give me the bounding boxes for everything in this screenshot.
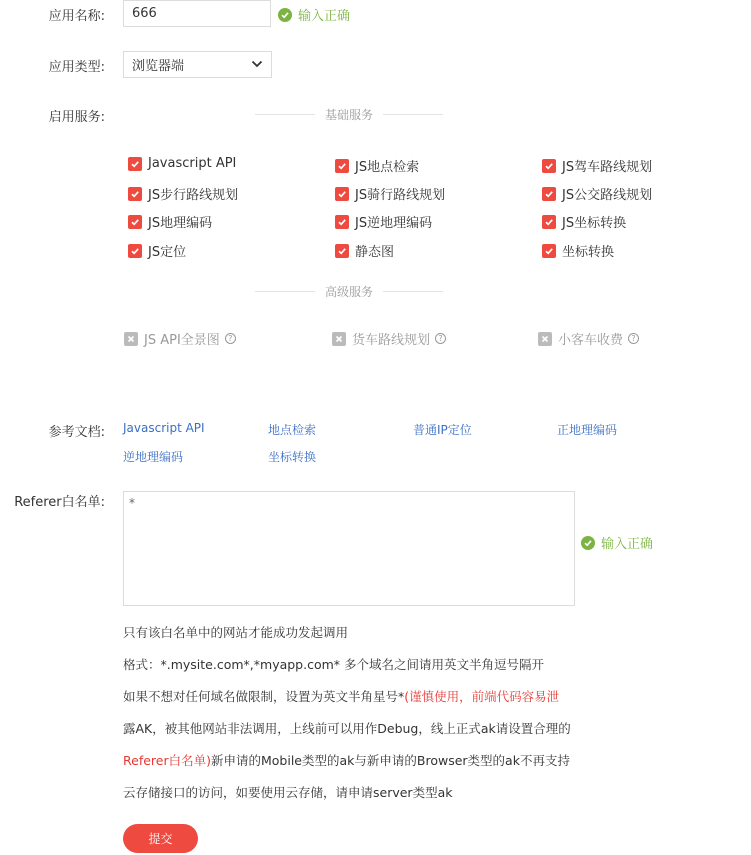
service-checkbox-javascript-api[interactable] [128,156,236,171]
service-checkbox-js-reverse-geocoding[interactable] [335,212,432,231]
note-warning-text: Referer白名单) [123,753,211,768]
service-checkbox-js-place-search[interactable] [335,156,419,175]
referer-format-note: 格式：*.mysite.com*,*myapp.com* 多个域名之间请用英文半角逗号隔开 [123,657,545,672]
help-circle-icon[interactable]: ? [628,333,639,344]
service-checkbox-js-coord-convert[interactable] [542,212,626,231]
checkbox-checked-icon [335,215,349,229]
referer-note-line3: 露AK，被其他网站非法调用，上线前可以用作Debug，线上正式ak请设置合理的 [123,721,571,736]
checkbox-checked-icon [542,187,556,201]
doc-link-geocoding[interactable]: 正地理编码 [557,423,618,437]
service-label: Javascript API [148,156,237,171]
checkbox-disabled-icon [124,332,138,346]
app-name-input[interactable]: 666 [123,0,271,27]
app-name-status [278,5,350,24]
service-checkbox-coord-convert[interactable] [542,241,614,260]
service-checkbox-js-riding-route[interactable] [335,184,445,203]
checkbox-checked-icon [335,159,349,173]
service-label: JS驾车路线规划 [562,160,653,175]
checkbox-checked-icon [128,215,142,229]
referer-textarea[interactable]: * [123,491,575,606]
advanced-checkbox-js-panorama [124,329,236,348]
app-type-select[interactable] [123,51,272,78]
referer-status [581,533,653,552]
advanced-service-label: 货车路线规划 [352,333,431,348]
checkbox-checked-icon [128,244,142,258]
basic-services-title [255,106,443,123]
note-warning-text: (谨慎使用，前端代码容易泄 [404,689,560,704]
service-label: JS公交路线规划 [562,188,653,203]
service-label: JS骑行路线规划 [355,188,446,203]
docs-label: 参考文档: [48,425,105,440]
checkbox-checked-icon [542,159,556,173]
services-label: 启用服务: [48,110,105,125]
app-type-label: 应用类型: [48,60,105,75]
service-label: JS定位 [148,245,187,260]
checkbox-checked-icon [128,187,142,201]
submit-button[interactable]: 提交 [123,824,198,853]
referer-status-text: 输入正确 [601,537,654,552]
checkbox-disabled-icon [332,332,346,346]
service-checkbox-js-geocoding[interactable] [128,212,212,231]
doc-link-place-search[interactable]: 地点检索 [268,423,317,437]
service-label: JS坐标转换 [562,216,627,231]
referer-note-line2 [123,687,559,705]
service-checkbox-js-driving-route[interactable] [542,156,652,175]
service-label: JS步行路线规划 [148,188,239,203]
note-text: 如果不想对任何域名做限制，设置为英文半角星号* [123,689,405,704]
doc-link-coord-convert[interactable]: 坐标转换 [268,450,317,464]
referer-warning: 只有该白名单中的网站才能成功发起调用 [123,625,349,640]
service-label: JS逆地理编码 [355,216,433,231]
checkbox-checked-icon [542,215,556,229]
service-checkbox-js-location[interactable] [128,241,186,260]
app-type-value: 浏览器端 [132,59,185,74]
service-checkbox-static-map[interactable] [335,241,394,260]
help-circle-icon[interactable]: ? [225,333,236,344]
basic-services-title-text: 基础服务 [325,108,374,122]
doc-link-ip-location[interactable]: 普通IP定位 [413,423,472,437]
service-label: 静态图 [355,245,395,260]
referer-label: Referer白名单: [14,495,105,510]
check-circle-icon [581,536,595,550]
checkbox-checked-icon [335,244,349,258]
note-text: 新申请的Mobile类型的ak与新申请的Browser类型的ak不再支持 [210,753,570,768]
checkbox-disabled-icon [538,332,552,346]
referer-note-line5: 云存储接口的访问，如要使用云存储，请申请server类型ak [123,785,453,800]
app-name-label: 应用名称: [48,9,105,24]
checkbox-checked-icon [542,244,556,258]
doc-link-javascript-api[interactable]: Javascript API [123,421,205,435]
check-circle-icon [278,8,292,22]
doc-link-reverse-geocoding[interactable]: 逆地理编码 [123,450,184,464]
service-label: JS地理编码 [148,216,213,231]
referer-note-line4 [123,751,570,769]
service-checkbox-js-walking-route[interactable] [128,184,238,203]
advanced-service-label: JS API全景图 [144,333,220,348]
advanced-services-title [255,283,443,300]
advanced-checkbox-truck-route [332,329,446,348]
advanced-services-title-text: 高级服务 [325,285,374,299]
app-name-status-text: 输入正确 [298,9,351,24]
advanced-service-label: 小客车收费 [558,333,624,348]
help-circle-icon[interactable]: ? [435,333,446,344]
checkbox-checked-icon [335,187,349,201]
service-label: JS地点检索 [355,160,420,175]
advanced-checkbox-car-toll [538,329,639,348]
chevron-down-icon [251,57,263,72]
service-label: 坐标转换 [562,245,615,260]
service-checkbox-js-transit-route[interactable] [542,184,652,203]
checkbox-checked-icon [128,157,142,171]
